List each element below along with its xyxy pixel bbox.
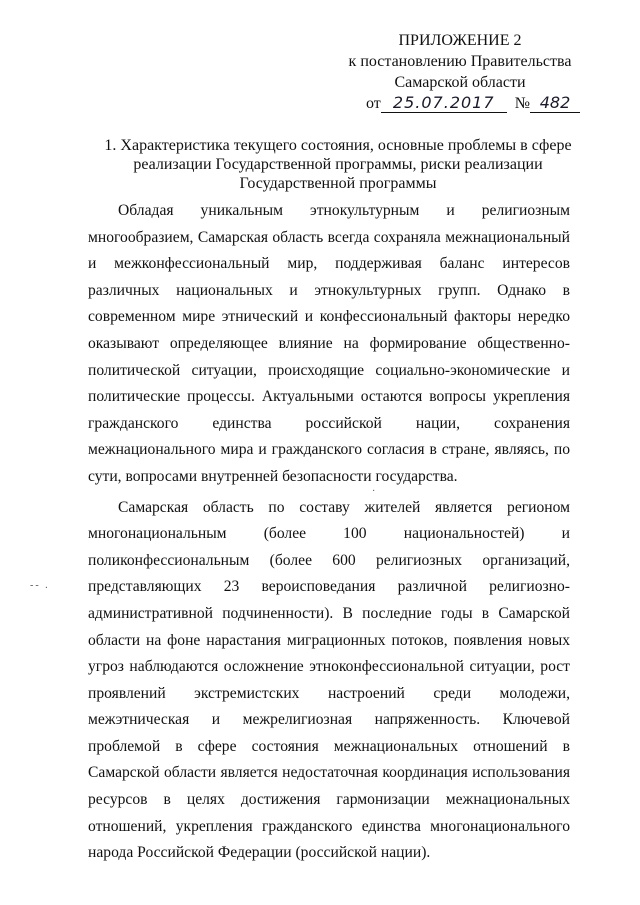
region-line: Самарской области — [394, 74, 526, 91]
date-number-line — [340, 93, 580, 114]
appendix-title: ПРИЛОЖЕНИЕ 2 — [398, 32, 522, 49]
resolution-line: к постановлению Правительства — [348, 53, 572, 70]
section-title: 1. Характеристика текущего состояния, основные проблемы в сфере реализации Государственной программы, риски реализации Государственной программы — [104, 137, 572, 192]
date-prefix: от — [365, 95, 381, 112]
handwritten-date: 25.07.2017 — [381, 94, 507, 113]
appendix-header — [340, 30, 580, 114]
document-body — [88, 198, 570, 867]
scan-speck: · — [372, 486, 376, 497]
paragraph-2: Самарская область по составу жителей является регионом многонациональным (более 100 национальностей) и поликонфессиональным (более 600 религиозных организаций, представляющих 23 вероисповедания различной религиозно-административной подчиненности). В последние годы в Самарской области на фоне нарастания миграционных потоков, появления новых угроз наблюдаются осложнение этноконфессиональной ситуации, рост проявлений экстремистских настроений среди молодежи, межэтническая и межрелигиозная напряженность. Ключевой проблемой в сфере состояния межнациональных отношений в Самарской области является недостаточная координация использования ресурсов в целях достижения гармонизации межнациональных отношений, укрепления гражданского единства многонационального народа Российской Федерации (российской нации). — [88, 498, 570, 862]
handwritten-number: 482 — [530, 94, 580, 113]
scan-margin-mark: -- . — [30, 580, 50, 591]
number-prefix: № — [514, 95, 530, 112]
paragraph-1: Обладая уникальным этнокультурным и религиозным многообразием, Самарская область всегда сохраняла межнациональный и межконфессиональный мир, поддерживая баланс интересов различных национальных и этнокультурных групп. Однако в современном мире этнический и конфессиональный факторы нередко оказывают определяющее влияние на формирование общественно-политической ситуации, происходящие социально-экономические и политические процессы. Актуальными остаются вопросы укрепления гражданского единства российской нации, сохранения межнационального мира и гражданского согласия в стране, являясь, по сути, вопросами внутренней безопасности государства. — [88, 202, 570, 485]
